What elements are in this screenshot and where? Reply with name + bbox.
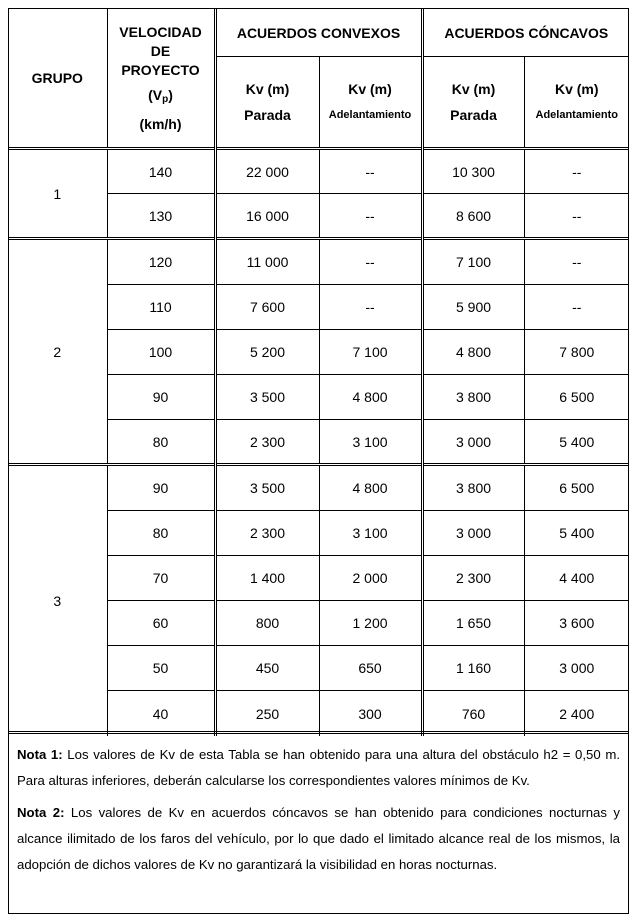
velocidad-cell: 130: [107, 194, 215, 239]
concavo-adelantamiento-cell: 2 400: [524, 691, 629, 736]
nota-1-text: Los valores de Kv de esta Tabla se han obtenido para una altura del obstáculo h2 = 0,50 m. Para alturas inferiores, deberán calcularse los correspondientes valores mínimos de Kv.: [17, 747, 620, 788]
convexo-adelantamiento-cell: 650: [319, 646, 422, 691]
convexo-parada-cell: 800: [215, 600, 319, 645]
header-concavos-label: ACUERDOS CÓNCAVOS: [444, 24, 609, 41]
convexo-parada-cell: 11 000: [215, 239, 319, 284]
concavo-parada-cell: 3 000: [422, 420, 524, 465]
convexo-adelantamiento-cell: --: [319, 194, 422, 239]
concavo-adelantamiento-cell: 4 400: [524, 555, 629, 600]
parada-label: Parada: [244, 107, 291, 123]
kv-label: Kv (m): [451, 81, 496, 97]
convexo-adelantamiento-cell: 7 100: [319, 329, 422, 374]
concavo-parada-cell: 2 300: [422, 555, 524, 600]
kv-label: Kv (m): [348, 81, 392, 97]
concavo-adelantamiento-cell: 5 400: [524, 420, 629, 465]
nota-1-label: Nota 1:: [17, 747, 63, 762]
header-convexos-label: ACUERDOS CONVEXOS: [236, 24, 401, 41]
convexo-adelantamiento-cell: 1 200: [319, 600, 422, 645]
adelantamiento-label: Adelantamiento: [535, 109, 619, 121]
convexo-parada-cell: 450: [215, 646, 319, 691]
concavo-parada-cell: 3 800: [422, 374, 524, 419]
convexo-adelantamiento-cell: 3 100: [319, 420, 422, 465]
concavo-adelantamiento-cell: 3 000: [524, 646, 629, 691]
velocidad-cell: 140: [107, 149, 215, 194]
convexo-parada-cell: 1 400: [215, 555, 319, 600]
convexo-parada-cell: 7 600: [215, 284, 319, 329]
header-velocidad-line3: PROYECTO: [121, 61, 200, 78]
group-cell: 2: [8, 239, 107, 465]
convexo-parada-cell: 3 500: [215, 374, 319, 419]
concavo-parada-cell: 8 600: [422, 194, 524, 239]
concavo-adelantamiento-cell: --: [524, 284, 629, 329]
concavo-adelantamiento-cell: 5 400: [524, 510, 629, 555]
concavo-adelantamiento-cell: 6 500: [524, 465, 629, 510]
concavo-parada-cell: 10 300: [422, 149, 524, 194]
header-velocidad-unit: (km/h): [139, 115, 182, 132]
concavo-parada-cell: 7 100: [422, 239, 524, 284]
group-cell: 3: [8, 465, 107, 736]
concavo-parada-cell: 3 000: [422, 510, 524, 555]
velocidad-cell: 120: [107, 239, 215, 284]
velocidad-cell: 110: [107, 284, 215, 329]
velocidad-cell: 60: [107, 600, 215, 645]
adelantamiento-label: Adelantamiento: [328, 109, 412, 121]
convexo-adelantamiento-cell: --: [319, 239, 422, 284]
convexo-adelantamiento-cell: 2 000: [319, 555, 422, 600]
velocidad-cell: 40: [107, 691, 215, 736]
convexo-parada-cell: 2 300: [215, 420, 319, 465]
concavo-adelantamiento-cell: 6 500: [524, 374, 629, 419]
concavo-adelantamiento-cell: 7 800: [524, 329, 629, 374]
velocidad-cell: 90: [107, 465, 215, 510]
convexo-adelantamiento-cell: 4 800: [319, 374, 422, 419]
header-velocidad-line1: VELOCIDAD: [119, 23, 202, 40]
kv-label: Kv (m): [245, 81, 290, 97]
convexo-parada-cell: 250: [215, 691, 319, 736]
nota-2-label: Nota 2:: [17, 805, 65, 820]
velocidad-cell: 50: [107, 646, 215, 691]
concavo-parada-cell: 760: [422, 691, 524, 736]
concavo-parada-cell: 1 650: [422, 600, 524, 645]
convexo-adelantamiento-cell: --: [319, 284, 422, 329]
velocidad-cell: 80: [107, 510, 215, 555]
velocidad-symbol: (V: [148, 86, 163, 103]
concavo-parada-cell: 1 160: [422, 646, 524, 691]
parada-label: Parada: [450, 107, 497, 123]
convexo-adelantamiento-cell: 3 100: [319, 510, 422, 555]
concavo-adelantamiento-cell: 3 600: [524, 600, 629, 645]
convexo-parada-cell: 2 300: [215, 510, 319, 555]
convexo-adelantamiento-cell: 300: [319, 691, 422, 736]
concavo-adelantamiento-cell: --: [524, 149, 629, 194]
convexo-parada-cell: 3 500: [215, 465, 319, 510]
header-grupo-label: GRUPO: [31, 70, 83, 86]
concavo-parada-cell: 4 800: [422, 329, 524, 374]
velocidad-cell: 80: [107, 420, 215, 465]
convexo-parada-cell: 22 000: [215, 149, 319, 194]
concavo-adelantamiento-cell: --: [524, 194, 629, 239]
velocidad-symbol-close: ): [168, 86, 173, 103]
velocidad-cell: 100: [107, 329, 215, 374]
header-velocidad-line2: DE: [150, 42, 171, 59]
concavo-parada-cell: 3 800: [422, 465, 524, 510]
kv-label: Kv (m): [554, 81, 599, 97]
convexo-parada-cell: 5 200: [215, 329, 319, 374]
table-frame: [8, 8, 629, 914]
velocidad-symbol-sub: p: [162, 93, 169, 105]
nota-2-text: Los valores de Kv en acuerdos cóncavos se han obtenido para condiciones nocturnas y alcance ilimitado de los faros del vehículo, por lo que dado el limitado alcance real de los mismos, la adopción de dichos valores de Kv no garantizará la visibilidad en horas nocturnas.: [17, 805, 620, 872]
convexo-parada-cell: 16 000: [215, 194, 319, 239]
convexo-adelantamiento-cell: --: [319, 149, 422, 194]
group-cell: 1: [8, 149, 107, 239]
concavo-parada-cell: 5 900: [422, 284, 524, 329]
velocidad-cell: 70: [107, 555, 215, 600]
velocidad-cell: 90: [107, 374, 215, 419]
concavo-adelantamiento-cell: --: [524, 239, 629, 284]
convexo-adelantamiento-cell: 4 800: [319, 465, 422, 510]
